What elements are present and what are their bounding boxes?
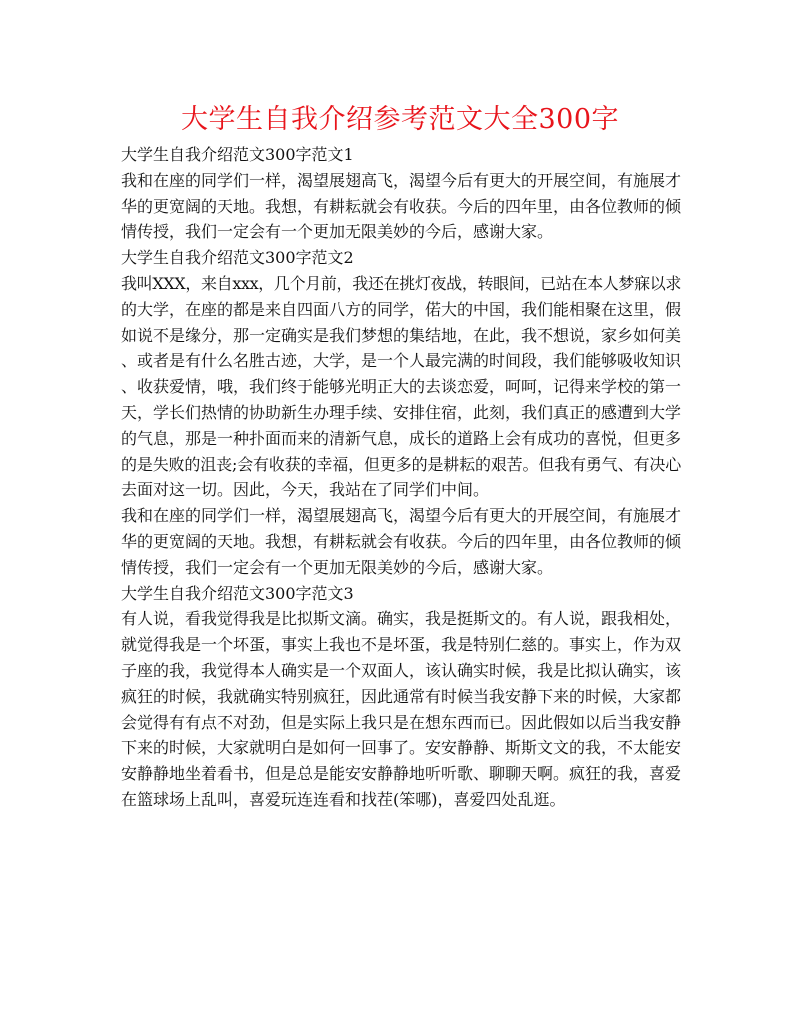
document-title: 大学生自我介绍参考范文大全300字 <box>180 104 620 135</box>
text-line: 我叫XXX，来自xxx，几个月前，我还在挑灯夜战，转眼间，已站在本人梦寐以求 <box>121 273 681 293</box>
text-line: 有人说，看我觉得我是比拟斯文滴。确实，我是挺斯文的。有人说，跟我相处， <box>121 609 682 629</box>
text-line: 情传授，我们一定会有一个更加无限美妙的今后，感谢大家。 <box>121 222 554 242</box>
text-line: 天，学长们热情的协助新生办理手续、安排住宿，此刻，我们真正的感遭到大学 <box>121 402 682 422</box>
text-line: 去面对这一切。因此，今天，我站在了同学们中间。 <box>121 480 490 500</box>
text-line: 的气息，那是一种扑面而来的清新气息，成长的道路上会有成功的喜悦，但更多 <box>121 428 682 448</box>
text-line: 情传授，我们一定会有一个更加无限美妙的今后，感谢大家。 <box>121 557 554 577</box>
text-line: 安静静地坐着看书，但是总是能安安静静地听听歌、聊聊天啊。疯狂的我，喜爱 <box>121 764 682 784</box>
text-line: 会觉得有有点不对劲，但是实际上我只是在想东西而已。因此假如以后当我安静 <box>121 712 682 732</box>
text-line: 华的更宽阔的天地。我想，有耕耘就会有收获。今后的四年里，由各位教师的倾 <box>121 531 682 551</box>
text-line: 华的更宽阔的天地。我想，有耕耘就会有收获。今后的四年里，由各位教师的倾 <box>121 196 682 216</box>
text-line: 就觉得我是一个坏蛋，事实上我也不是坏蛋，我是特别仁慈的。事实上，作为双 <box>121 635 682 655</box>
text-line: 我和在座的同学们一样，渴望展翅高飞，渴望今后有更大的开展空间，有施展才 <box>121 506 682 526</box>
document-body <box>121 142 681 813</box>
text-line: 、或者是有什么名胜古迹，大学，是一个人最完满的时间段，我们能够吸收知识 <box>121 351 682 371</box>
text-line: 的大学，在座的都是来自四面八方的同学，偌大的中国，我们能相聚在这里，假 <box>121 299 682 319</box>
text-line: 大学生自我介绍范文300字范文2 <box>121 248 354 268</box>
text-line: 子座的我，我觉得本人确实是一个双面人，该认确实时候，我是比拟认确实，该 <box>121 660 682 680</box>
text-line: 大学生自我介绍范文300字范文1 <box>121 145 354 164</box>
text-line: 、收获爱情，哦，我们终于能够光明正大的去谈恋爱，呵呵，记得来学校的第一 <box>121 377 682 397</box>
text-line: 我和在座的同学们一样，渴望展翅高飞，渴望今后有更大的开展空间，有施展才 <box>121 170 682 190</box>
text-line: 疯狂的时候，我就确实特别疯狂，因此通常有时候当我安静下来的时候，大家都 <box>121 686 682 706</box>
text-line: 大学生自我介绍范文300字范文3 <box>121 583 354 603</box>
text-line: 在篮球场上乱叫，喜爱玩连连看和找茬(笨哪)，喜爱四处乱逛。 <box>121 789 566 809</box>
text-line: 如说不是缘分，那一定确实是我们梦想的集结地，在此，我不想说，家乡如何美 <box>121 325 682 345</box>
text-line: 的是失败的沮丧;会有收获的幸福，但更多的是耕耘的艰苦。但我有勇气、有决心 <box>121 454 681 474</box>
text-line: 下来的时候，大家就明白是如何一回事了。安安静静、斯斯文文的我，不太能安 <box>121 738 682 758</box>
